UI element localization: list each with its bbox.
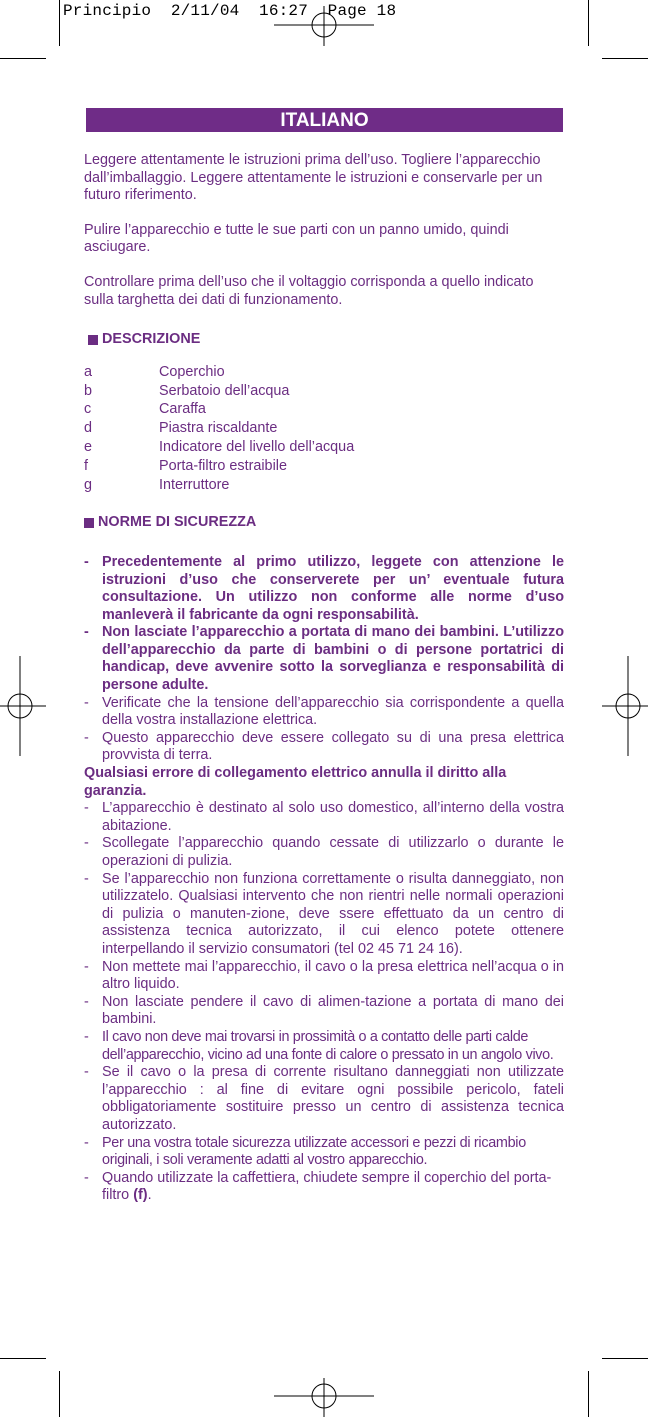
description-heading: DESCRIZIONE bbox=[88, 331, 564, 349]
crop-mark bbox=[602, 1358, 648, 1359]
list-item: - Verificate che la tensione dell’apparecchio sia corrispondente a quella della vostra installazione elettrica. bbox=[84, 694, 564, 729]
crop-mark bbox=[588, 0, 589, 46]
printer-slug: Principio 2/11/04 16:27 Page 18 bbox=[63, 2, 397, 20]
crop-mark bbox=[0, 1358, 46, 1359]
list-item: b Serbatoio dell’acqua bbox=[84, 382, 290, 399]
list-item: d Piastra riscaldante bbox=[84, 420, 278, 437]
crop-mark bbox=[588, 1371, 589, 1417]
list-item: - L’apparecchio è destinato al solo uso domestico, all’interno della vostra abitazione. bbox=[84, 800, 564, 834]
list-item: - Precedentemente al primo utilizzo, leggete con attenzione le istruzioni d’uso che conserverete per un’ eventuale futura consultazione. Un utilizzo non conforme alle norme d’uso manleverà il fabricante da ogni responsabilità. bbox=[84, 553, 564, 623]
crop-mark bbox=[59, 0, 60, 46]
list-item: - Non mettete mai l’apparecchio, il cavo o la presa elettrica nell’acqua o in altro liquido. bbox=[84, 958, 564, 993]
safety-heading: NORME DI SICUREZZA bbox=[84, 514, 564, 532]
crop-mark bbox=[0, 58, 46, 59]
list-item: - Non lasciate l’apparecchio a portata di mano dei bambini. L’utilizzo dell’apparecchio da parte di bambini o di persone portatrici di handicap, deve avvenire sotto la sorveglianza e responsabilità di persone adulte. bbox=[84, 624, 564, 694]
list-item: f Porta-filtro estraibile bbox=[84, 457, 287, 474]
list-item: - Scollegate l’apparecchio quando cessate di utilizzarlo o durante le operazioni di pulizia. bbox=[84, 835, 564, 870]
list-item: - Non lasciate pendere il cavo di alimen-tazione a portata di mano dei bambini. bbox=[84, 993, 564, 1028]
language-title: ITALIANO bbox=[86, 108, 563, 132]
registration-mark-icon bbox=[0, 656, 46, 756]
list-item: - Il cavo non deve mai trovarsi in prossimità o a contatto delle parti calde dell’apparecchio, vicino ad una fonte di calore o pressato in un angolo vivo. bbox=[84, 1028, 554, 1063]
page-content bbox=[84, 108, 564, 1205]
list-item: - Se l’apparecchio non funziona correttamente o risulta danneggiato, non utilizzatelo. Qualsiasi intervento che non rientri nelle normali operazioni di pulizia o manuten-zione, deve ssere effettuato da un centro di assistenza tecnica autorizzato, il cui elenco potete ottenere interpellando il servizio consumatori (tel 02 45 71 24 16). bbox=[84, 870, 564, 957]
crop-mark bbox=[59, 1371, 60, 1417]
intro-paragraph: Pulire l’apparecchio e tutte le sue parti con un panno umido, quindi asciugare. bbox=[84, 221, 509, 256]
registration-mark-icon bbox=[274, 1378, 374, 1417]
list-item: a Coperchio bbox=[84, 363, 225, 380]
list-item: - Per una vostra totale sicurezza utilizzate accessori e pezzi di ricambio originali, i soli veramente adatti al vostro apparecchio. bbox=[84, 1134, 526, 1169]
intro-paragraph: Leggere attentamente le istruzioni prima dell’uso. Togliere l’apparecchio dall’imballaggio. Leggere attentamente le istruzioni e conservarle per un futuro riferimento. bbox=[84, 152, 543, 204]
crop-mark bbox=[602, 58, 648, 59]
list-item: - Quando utilizzate la caffettiera, chiudete sempre il coperchio del porta-filtro (f). bbox=[84, 1169, 552, 1204]
list-item: - Questo apparecchio deve essere collegato su di una presa elettrica provvista di terra. bbox=[84, 729, 564, 764]
list-item: g Interruttore bbox=[84, 476, 230, 493]
square-bullet-icon bbox=[88, 335, 98, 345]
registration-mark-icon bbox=[602, 656, 648, 756]
list-item: - Se il cavo o la presa di corrente risultano danneggiati non utilizzate l’apparecchio : al fine di evitare ogni possibile pericolo, fateli obbligatoriamente sostituire presso un centro di assistenza tecnica autorizzato. bbox=[84, 1064, 564, 1133]
square-bullet-icon bbox=[84, 518, 94, 528]
intro-paragraph: Controllare prima dell’uso che il voltaggio corrisponda a quello indicato sulla targhetta dei dati di funzionamento. bbox=[84, 273, 534, 308]
warranty-note: Qualsiasi errore di collegamento elettrico annulla il diritto alla garanzia. bbox=[84, 765, 507, 799]
description-list bbox=[84, 363, 564, 495]
list-item: c Caraffa bbox=[84, 401, 206, 418]
registration-mark-icon bbox=[274, 6, 374, 46]
list-item: e Indicatore del livello dell’acqua bbox=[84, 438, 355, 455]
safety-rules bbox=[84, 554, 564, 1205]
